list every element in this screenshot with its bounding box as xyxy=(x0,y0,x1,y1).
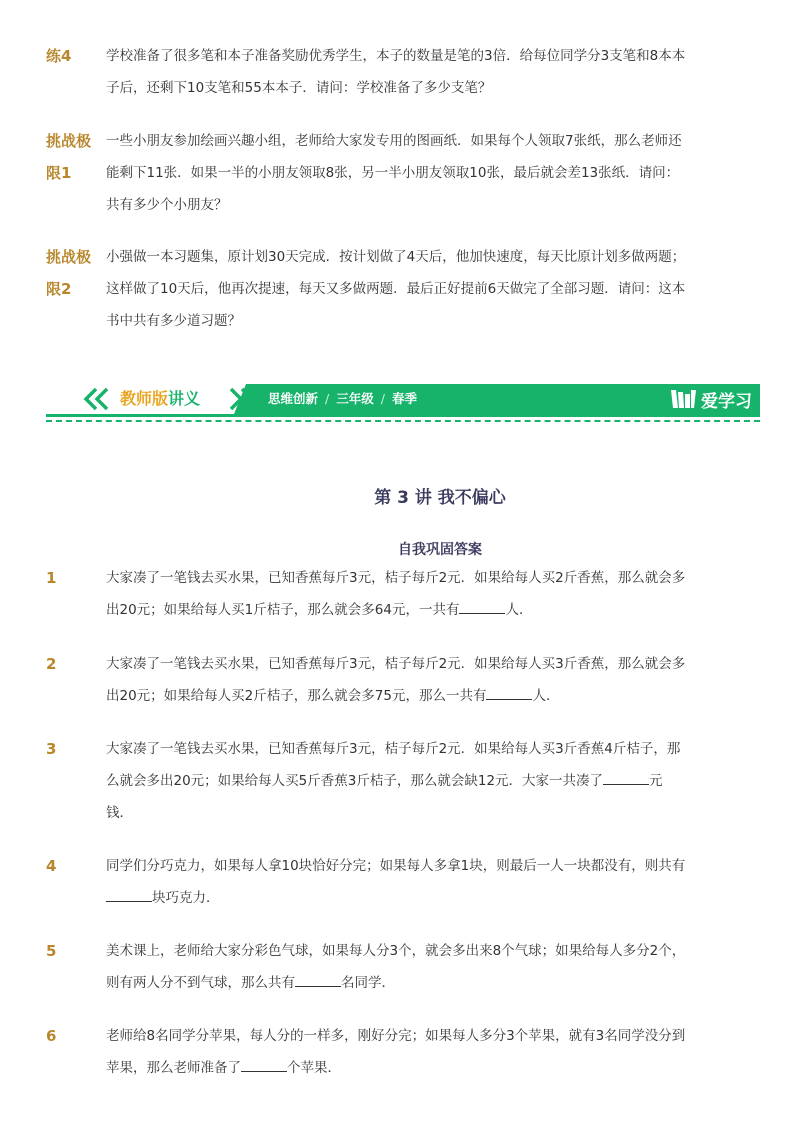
text-line: 大家凑了一笔钱去买水果，已知香蕉每斤3元，桔子每斤2元．如果给每人买3斤香蕉，那么就会多 xyxy=(106,656,686,672)
section-title: 自我巩固答案 xyxy=(398,542,482,558)
text-segment: 人． xyxy=(532,688,560,704)
text-segment: 块巧克力． xyxy=(152,890,220,906)
text-line: 子后，还剩下10支笔和55本本子．请问：学校准备了多少支笔？ xyxy=(106,80,492,96)
answer-text xyxy=(106,648,718,712)
text-line xyxy=(106,967,718,999)
banner-dotted-divider xyxy=(46,420,760,422)
label-line: 限1 xyxy=(46,164,72,182)
problem-text xyxy=(106,40,718,104)
text-line: 学校准备了很多笔和本子准备奖励优秀学生，本子的数量是笔的3倍．给每位同学分3支笔和8本本 xyxy=(106,48,686,64)
label-line: 限2 xyxy=(46,280,72,298)
banner-title-part1: 教师版 xyxy=(120,389,169,408)
text-segment: 苹果，那么老师准备了 xyxy=(106,1060,241,1076)
answer-blank xyxy=(295,972,341,987)
text-line: 老师给8名同学分苹果，每人分的一样多，刚好分完；如果每人多分3个苹果，就有3名同学没分到 xyxy=(106,1028,686,1044)
chevron-left-icon xyxy=(82,387,112,411)
text-line: 大家凑了一笔钱去买水果，已知香蕉每斤3元，桔子每斤2元．如果给每人买3斤香蕉4斤桔子，那 xyxy=(106,741,681,757)
answer-text xyxy=(106,935,718,999)
text-line: 大家凑了一笔钱去买水果，已知香蕉每斤3元，桔子每斤2元．如果给每人买2斤香蕉，那么就会多 xyxy=(106,570,686,586)
text-line xyxy=(106,1052,718,1084)
answer-text xyxy=(106,733,718,829)
problem-label xyxy=(46,125,102,189)
answer-number: 5 xyxy=(46,942,57,960)
logo-mark-icon xyxy=(669,388,697,410)
banner-title xyxy=(120,384,200,414)
problem-text xyxy=(106,241,718,337)
text-line xyxy=(106,594,718,626)
text-line xyxy=(106,882,718,914)
label-line: 挑战极 xyxy=(46,248,92,266)
header-banner xyxy=(46,384,760,414)
text-segment: 则有两人分不到气球，那么共有 xyxy=(106,975,295,991)
banner-separator: / xyxy=(380,391,385,406)
label-line: 挑战极 xyxy=(46,132,92,150)
text-segment: 名同学． xyxy=(341,975,395,991)
text-line: 一些小朋友参加绘画兴趣小组，老师给大家发专用的图画纸．如果每个人领取7张纸，那么老师还 xyxy=(106,133,682,149)
answer-number: 1 xyxy=(46,569,57,587)
text-segment: 个苹果． xyxy=(287,1060,341,1076)
answer-number: 2 xyxy=(46,655,57,673)
text-segment: 出20元；如果给每人买2斤桔子，那么就会多75元，那么一共有 xyxy=(106,688,487,704)
brand-logo xyxy=(669,384,752,414)
answer-text xyxy=(106,562,718,626)
text-line: 美术课上，老师给大家分彩色气球，如果每人分3个，就会多出来8个气球；如果给每人多分2个， xyxy=(106,943,686,959)
answer-blank xyxy=(106,887,152,902)
banner-subtitle xyxy=(268,384,417,414)
answer-blank xyxy=(241,1057,287,1072)
answer-blank xyxy=(603,770,649,785)
banner-sub-item: 春季 xyxy=(391,391,417,406)
answer-number: 6 xyxy=(46,1027,57,1045)
banner-separator: / xyxy=(325,391,330,406)
banner-title-part2: 讲义 xyxy=(168,389,201,408)
answer-number: 3 xyxy=(46,740,57,758)
text-segment: 人． xyxy=(505,602,533,618)
text-line: 同学们分巧克力，如果每人拿10块恰好分完；如果每人多拿1块，则最后一人一块都没有，则共有 xyxy=(106,858,686,874)
text-line: 小强做一本习题集，原计划30天完成．按计划做了4天后，他加快速度，每天比原计划多做两题； xyxy=(106,249,686,265)
text-line xyxy=(106,680,718,712)
text-line: 这样做了10天后，他再次提速，每天又多做两题．最后正好提前6天做完了全部习题．请问：这本 xyxy=(106,281,686,297)
text-line: 钱． xyxy=(106,805,133,821)
problem-label xyxy=(46,40,102,72)
text-line xyxy=(106,765,718,797)
problem-text xyxy=(106,125,718,221)
text-line: 能剩下11张．如果一半的小朋友领取8张，另一半小朋友领取10张，最后就会差13张纸．请问： xyxy=(106,165,680,181)
answer-text xyxy=(106,850,718,914)
banner-sub-item: 三年级 xyxy=(336,391,374,406)
problem-label xyxy=(46,241,102,305)
banner-underline xyxy=(46,414,760,417)
answer-blank xyxy=(459,599,505,614)
logo-text: 爱学习 xyxy=(701,391,752,412)
text-segment: 元 xyxy=(649,773,663,789)
text-segment: 么就会多出20元；如果给每人买5斤香蕉3斤桔子，那么就会缺12元．大家一共凑了 xyxy=(106,773,604,789)
label-line: 练4 xyxy=(46,47,72,65)
chevron-right-icon xyxy=(226,387,256,411)
answer-text xyxy=(106,1020,718,1084)
text-line: 共有多少个小朋友？ xyxy=(106,197,228,213)
answer-blank xyxy=(486,685,532,700)
answer-number: 4 xyxy=(46,857,57,875)
text-segment: 出20元；如果给每人买1斤桔子，那么就会多64元，一共有 xyxy=(106,602,460,618)
text-line: 书中共有多少道习题？ xyxy=(106,313,241,329)
banner-sub-item: 思维创新 xyxy=(268,391,319,406)
lecture-title: 第 3 讲 我不偏心 xyxy=(374,488,506,508)
